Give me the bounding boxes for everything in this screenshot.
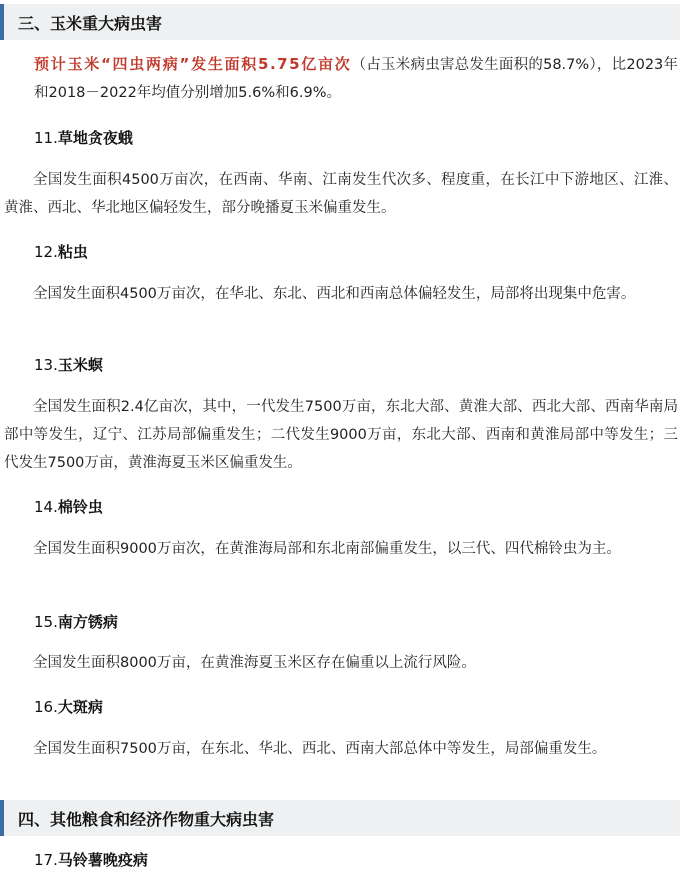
item-name: 马铃薯晚疫病 <box>57 851 148 869</box>
item-title <box>34 241 88 263</box>
section-title: 四、其他粮食和经济作物重大病虫害 <box>18 809 275 829</box>
item-number: 15. <box>34 613 58 631</box>
item-title <box>34 496 103 518</box>
item-description: 全国发生面积8000万亩，在黄淮海夏玉米区存在偏重以上流行风险。 <box>33 655 476 671</box>
item-number: 13. <box>34 356 58 374</box>
item-number: 16. <box>34 698 58 716</box>
item-title <box>34 611 118 633</box>
item-description: 全国发生面积2.4亿亩次，其中，一代发生7500万亩，东北大部、黄淮大部、西北大部、西南华南局部中等发生，辽宁、江苏局部偏重发生；二代发生9000万亩，东北大部、西南和黄淮局部中等发生；三代发生7500万亩，黄淮海夏玉米区偏重发生。 <box>4 399 678 471</box>
item-description: 全国发生面积4500万亩次，在华北、东北、西北和西南总体偏轻发生，局部将出现集中危害。 <box>33 286 636 302</box>
section-header-other-crops <box>0 800 680 836</box>
intro-highlight: 预计玉米“四虫两病”发生面积5.75亿亩次 <box>34 55 352 73</box>
item-number: 12. <box>34 243 58 261</box>
item-description: 全国发生面积7500万亩，在东北、华北、西北、西南大部总体中等发生，局部偏重发生。 <box>33 741 607 757</box>
intro-rest: （占玉米病虫害总发生面积的58.7%），比2023年和2018－2022年均值分别增加5.6%和6.9%。 <box>34 57 679 101</box>
item-title <box>34 849 148 871</box>
item-description: 全国发生面积4500万亩次，在西南、华南、江南发生代次多、程度重，在长江中下游地区、江淮、黄淮、西北、华北地区偏轻发生，部分晚播夏玉米偏重发生。 <box>4 172 678 216</box>
item-name: 草地贪夜蛾 <box>57 129 133 147</box>
item-name: 玉米螟 <box>57 356 103 374</box>
item-title <box>34 127 133 149</box>
item-title <box>34 354 103 376</box>
item-name: 大斑病 <box>57 698 103 716</box>
item-title <box>34 696 103 718</box>
item-name: 粘虫 <box>57 243 88 261</box>
item-number: 14. <box>34 498 58 516</box>
section-intro <box>0 50 680 107</box>
section-title: 三、玉米重大病虫害 <box>18 13 163 33</box>
item-name: 南方锈病 <box>57 613 118 631</box>
item-number: 11. <box>34 129 58 147</box>
item-number: 17. <box>34 851 58 869</box>
item-description: 全国发生面积9000万亩次，在黄淮海局部和东北南部偏重发生，以三代、四代棉铃虫为主。 <box>33 541 621 557</box>
section-header-corn <box>0 4 680 40</box>
item-name: 棉铃虫 <box>57 498 103 516</box>
